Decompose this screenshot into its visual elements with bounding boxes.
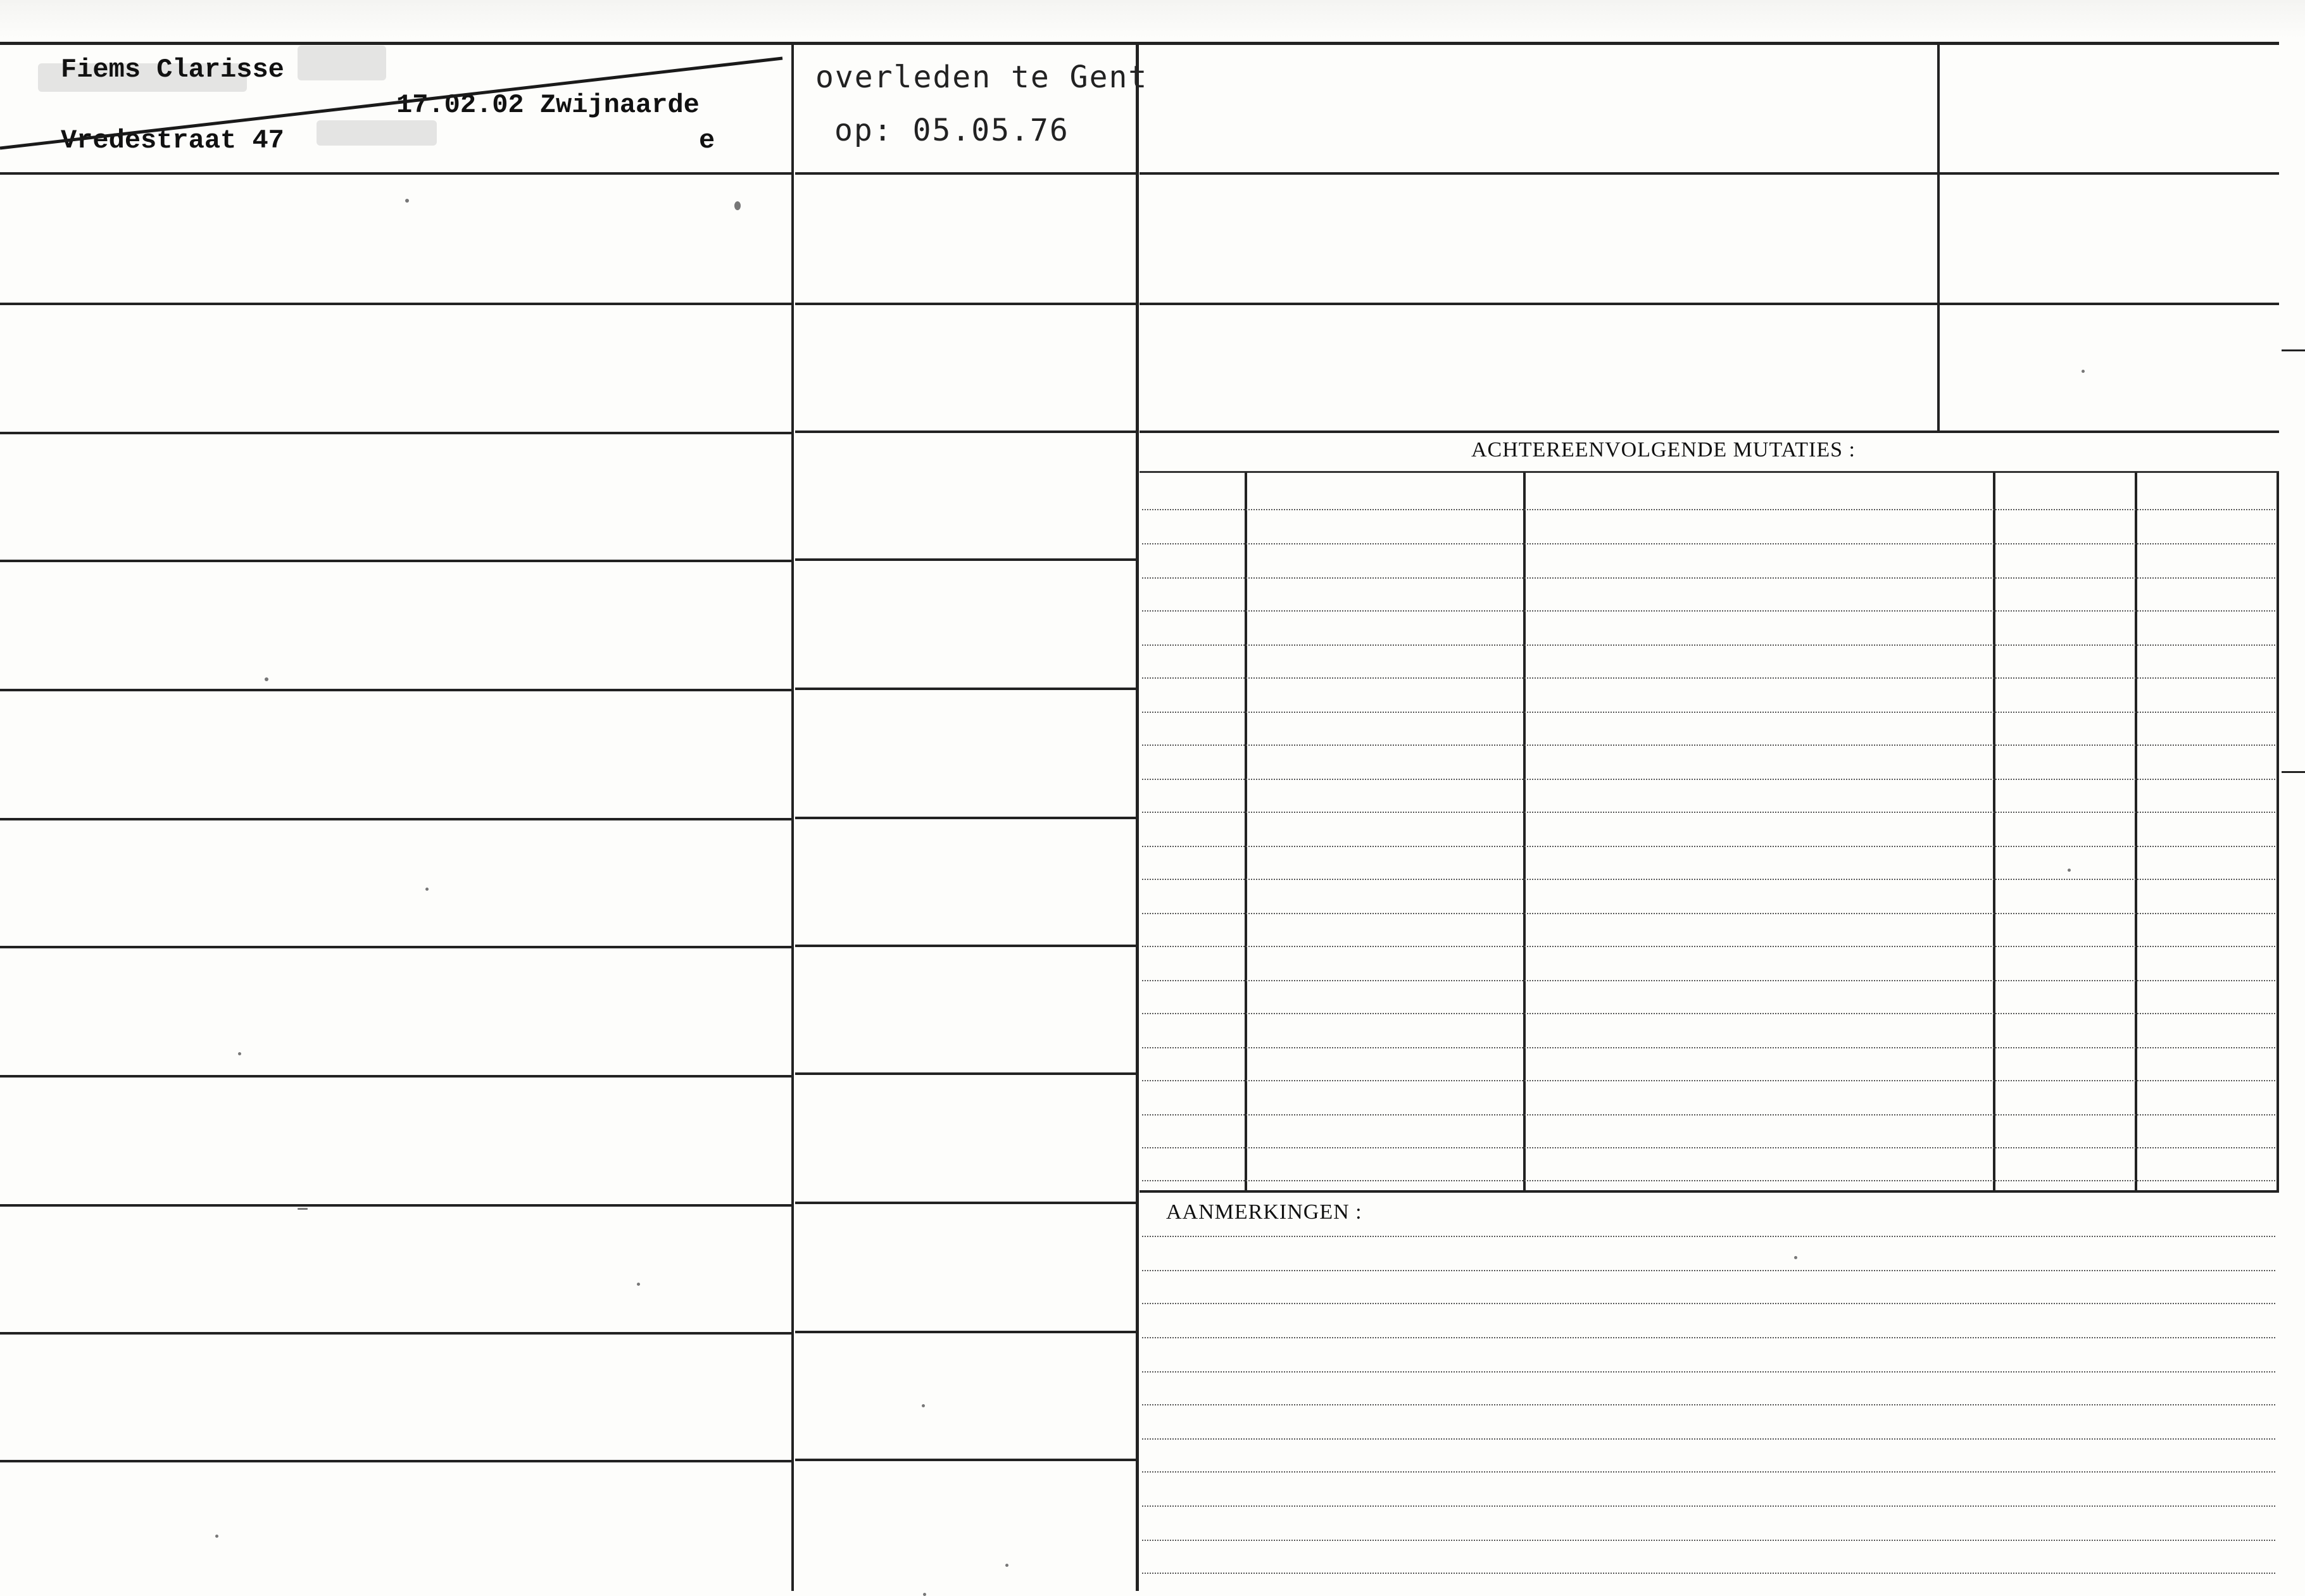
- mutations-column-divider: [2135, 472, 2137, 1190]
- mutations-row: [1142, 879, 2275, 880]
- mutations-row: [1142, 1080, 2275, 1081]
- row-divider: [0, 1204, 791, 1207]
- row-divider: [0, 818, 791, 820]
- dust: [637, 1283, 640, 1286]
- death-date: op: 05.05.76: [834, 113, 1069, 148]
- remarks-line: [1142, 1540, 2275, 1541]
- dust: [215, 1535, 218, 1538]
- dust: [405, 199, 409, 203]
- remarks-line: [1142, 1471, 2275, 1473]
- remarks-heading: AANMERKINGEN :: [1166, 1200, 1362, 1224]
- dust: [265, 677, 268, 681]
- row-divider: [795, 688, 1137, 690]
- mutations-header-rule: [1140, 471, 2279, 473]
- mutations-column-divider: [1245, 472, 1247, 1190]
- strike-through-line: [0, 54, 785, 156]
- row-divider: [795, 1202, 1137, 1204]
- row-divider: [0, 689, 791, 691]
- remarks-line: [1142, 1371, 2275, 1373]
- dust: [734, 201, 741, 210]
- mutations-bottom-rule: [1140, 1190, 2279, 1193]
- row-divider: [795, 817, 1137, 819]
- mutations-row: [1142, 745, 2275, 746]
- mutations-column-divider: [1523, 472, 1526, 1190]
- death-place: overleden te Gent: [815, 60, 1148, 95]
- mutations-row: [1142, 1180, 2275, 1181]
- dust: [425, 888, 429, 891]
- remarks-line: [1142, 1438, 2275, 1440]
- row-divider: [0, 1460, 791, 1462]
- mutations-row: [1142, 1147, 2275, 1148]
- row-divider: [795, 558, 1137, 561]
- mutations-row: [1142, 846, 2275, 847]
- row-divider: [795, 1331, 1137, 1333]
- row-divider: [0, 303, 791, 305]
- remarks-line: [1142, 1270, 2275, 1271]
- mutations-row: [1142, 677, 2275, 679]
- row-divider: [0, 432, 791, 434]
- row-divider: [0, 1075, 791, 1078]
- dust: [1794, 1256, 1797, 1259]
- remarks-line: [1142, 1236, 2275, 1237]
- row-divider: [0, 172, 791, 175]
- row-divider: [1140, 430, 2279, 433]
- row-divider: [1140, 303, 2279, 305]
- row-divider: [795, 430, 1137, 433]
- birth-info: 17.02.02 Zwijnaarde: [396, 90, 700, 120]
- row-divider: [0, 560, 791, 562]
- dust: [2082, 370, 2085, 373]
- mutations-row: [1142, 712, 2275, 713]
- row-divider: [795, 945, 1137, 947]
- remarks-line: [1142, 1573, 2275, 1574]
- dust: [298, 1208, 308, 1210]
- mutations-column-divider: [1993, 472, 1995, 1190]
- remarks-line: [1142, 1505, 2275, 1507]
- column-divider: [1937, 42, 1940, 430]
- column-divider: [791, 42, 794, 1591]
- dust: [922, 1404, 925, 1407]
- address-suffix: e: [699, 125, 715, 156]
- mutations-row: [1142, 1114, 2275, 1115]
- mutations-row: [1142, 1013, 2275, 1014]
- dust: [923, 1593, 926, 1596]
- mutations-row: [1142, 644, 2275, 646]
- mutations-row: [1142, 946, 2275, 947]
- row-divider: [0, 1332, 791, 1335]
- mutations-row: [1142, 1047, 2275, 1048]
- mutations-column-divider: [2277, 472, 2279, 1190]
- row-divider: [795, 303, 1137, 305]
- person-name: Fiems Clarisse: [61, 54, 284, 85]
- scan-edge: [0, 0, 2305, 38]
- address: Vredestraat 47: [61, 125, 284, 156]
- row-divider: [0, 946, 791, 948]
- mutations-row: [1142, 543, 2275, 544]
- dust: [1005, 1564, 1008, 1567]
- mutations-heading: ACHTEREENVOLGENDE MUTATIES :: [1471, 438, 1856, 462]
- remarks-line: [1142, 1404, 2275, 1405]
- mutations-row: [1142, 812, 2275, 813]
- row-divider: [795, 172, 1137, 175]
- remarks-line: [1142, 1303, 2275, 1304]
- column-divider: [1136, 42, 1139, 1591]
- edge-tick: [2282, 771, 2305, 773]
- mutations-row: [1142, 577, 2275, 579]
- row-divider: [795, 1459, 1137, 1461]
- mutations-row: [1142, 509, 2275, 510]
- mutations-row: [1142, 913, 2275, 914]
- remarks-line: [1142, 1337, 2275, 1338]
- mutations-row: [1142, 980, 2275, 981]
- row-divider: [1140, 172, 2279, 175]
- mutations-row: [1142, 779, 2275, 780]
- edge-tick: [2282, 349, 2305, 351]
- dust: [238, 1052, 241, 1055]
- dust: [2068, 869, 2071, 872]
- row-divider: [795, 1072, 1137, 1075]
- mutations-row: [1142, 610, 2275, 612]
